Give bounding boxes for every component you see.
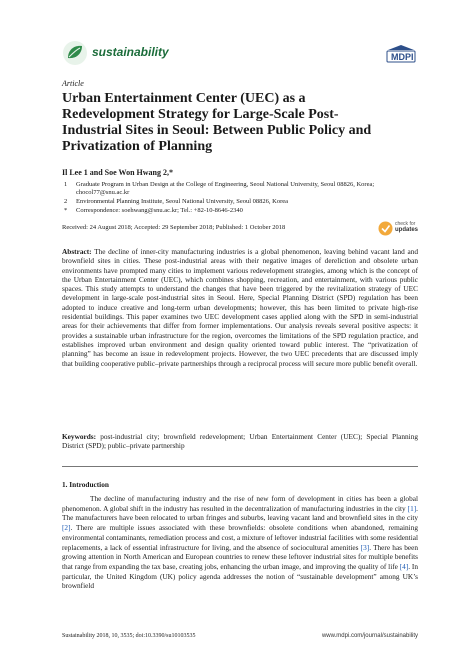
intro-text-3: . There are multiple issues associated with these brownfields: obsolete conditions when abandoned, remaining environmental contaminants, remediation process and cost, a mixture of leftover industrial facilities with some residential replacements, a lack of essential infrastructure for living, and the absence of sociocultural amenities [62,523,418,552]
journal-name: sustainability [92,45,169,59]
check-updates-line2: updates [395,227,419,233]
affiliation-1 [62,181,392,197]
publication-dates: Received: 24 August 2018; Accepted: 29 September 2018; Published: 1 October 2018 [62,224,286,231]
citation-link[interactable]: [4] [399,561,409,571]
keywords-text: post-industrial city; brownfield redevelopment; Urban Entertainment Center (UEC); Special Planning District (SPD); public–private partnership [62,432,418,451]
check-updates-badge[interactable] [378,220,422,238]
footer-citation: Sustainability 2018, 10, 3535; doi:10.3390/su10103535 [62,633,196,639]
affiliation-2 [62,198,392,206]
keywords [62,432,418,451]
intro-text-2: . The manufacturers have been relocated to urban fringes and suburbs, leaving vacant land and brownfield sites in the city [62,503,418,523]
keywords-label: Keywords: [62,432,97,441]
affiliation-mark: * [64,207,68,214]
citation-link[interactable]: [1] [407,503,417,513]
update-check-icon [378,221,393,236]
leaf-logo-icon [62,40,88,66]
footer-url[interactable]: www.mdpi.com/journal/sustainability [321,633,418,639]
abstract-label: Abstract: [62,247,92,256]
intro-text-4: . There has been growing attention in North American and European countries to renew these leftover industrial sites for multiple benefits that range from expanding the tax base, creating jobs, enhancing the urban image, and improving the quality of life [62,542,418,571]
article-type: Article [62,79,84,88]
intro-text-5: . In particular, the United Kingdom (UK) policy agenda addresses the notion of “sustainable development” among UK’s brownfield [62,561,419,591]
citation-link[interactable]: [2] [62,523,71,533]
section-divider [62,466,418,467]
section-title: 1. Introduction [62,480,109,489]
intro-text-1: The decline of manufacturing industry and the rise of new form of development in cities has been a global phenomenon. A global shift in the industry has resulted in the decentralization of manufacturing industries in the city [62,494,418,513]
publisher-name: MDPI [391,52,414,62]
abstract [62,247,418,368]
check-updates-line1: check for [395,221,416,227]
affiliation-text: Correspondence: soehwang@snu.ac.kr; Tel.: +82-10-8646-2340 [76,207,243,214]
affiliation-mark: 1 [64,181,68,188]
paper-title: Urban Entertainment Center (UEC) as a Redevelopment Strategy for Large-Scale Post-Industrial Sites in Seoul: Between Public Policy and Privatization of Planning [62,91,372,154]
affiliation-text: Graduate Program in Urban Design at the College of Engineering, Seoul National University, Seoul 08826, Korea; chocol77@snu.ac.kr [76,181,375,196]
introduction-paragraph [62,494,418,591]
affiliation-mark: 2 [64,198,68,205]
author-list: Il Lee 1 and Soe Won Hwang 2,* [62,168,173,177]
citation-link[interactable]: [3] [360,542,370,552]
abstract-text: The decline of inner-city manufacturing industries is a global phenomenon, leaving behind vacant land and brownfield sites in cities. These post-industrial areas with their negative images of dereliction and obsolete urban environments have prompted many cities to implement various redevelopment strategies, among which is the concept of the Urban Entertainment Center (UEC), which combines shopping, recreation, and entertainment, with various public spaces. This study attempts to understand the changes that have been triggered by the revitalization strategy of UEC development in large-scale post-industrial sites in Seoul. Here, Special Planning District (SPD) regulation has been adopted to induce creative and long-term urban developments; however, this has been limited to private high-rise residential buildings. This paper examines two UEC development cases applied along with the SPD in semi-industrial areas for their achievements that differ from former implementations. Our analysis reveals several positive aspects: it provides a sustainable urban infrastructure for the region, overcomes the limitations of the SPD regulation practice, and establishes improved urban environment and design quality oriented toward public interest. The “privatization of planning” has become an issue in redevelopment projects. However, the two UEC precedents that are discussed imply that building cooperative public–private partnerships through a reciprocal process will secure more public benefit overall. [62,247,418,368]
affiliation-text: Environmental Planning Institute, Seoul National University, Seoul 08826, Korea [76,198,289,205]
correspondence [62,207,392,215]
